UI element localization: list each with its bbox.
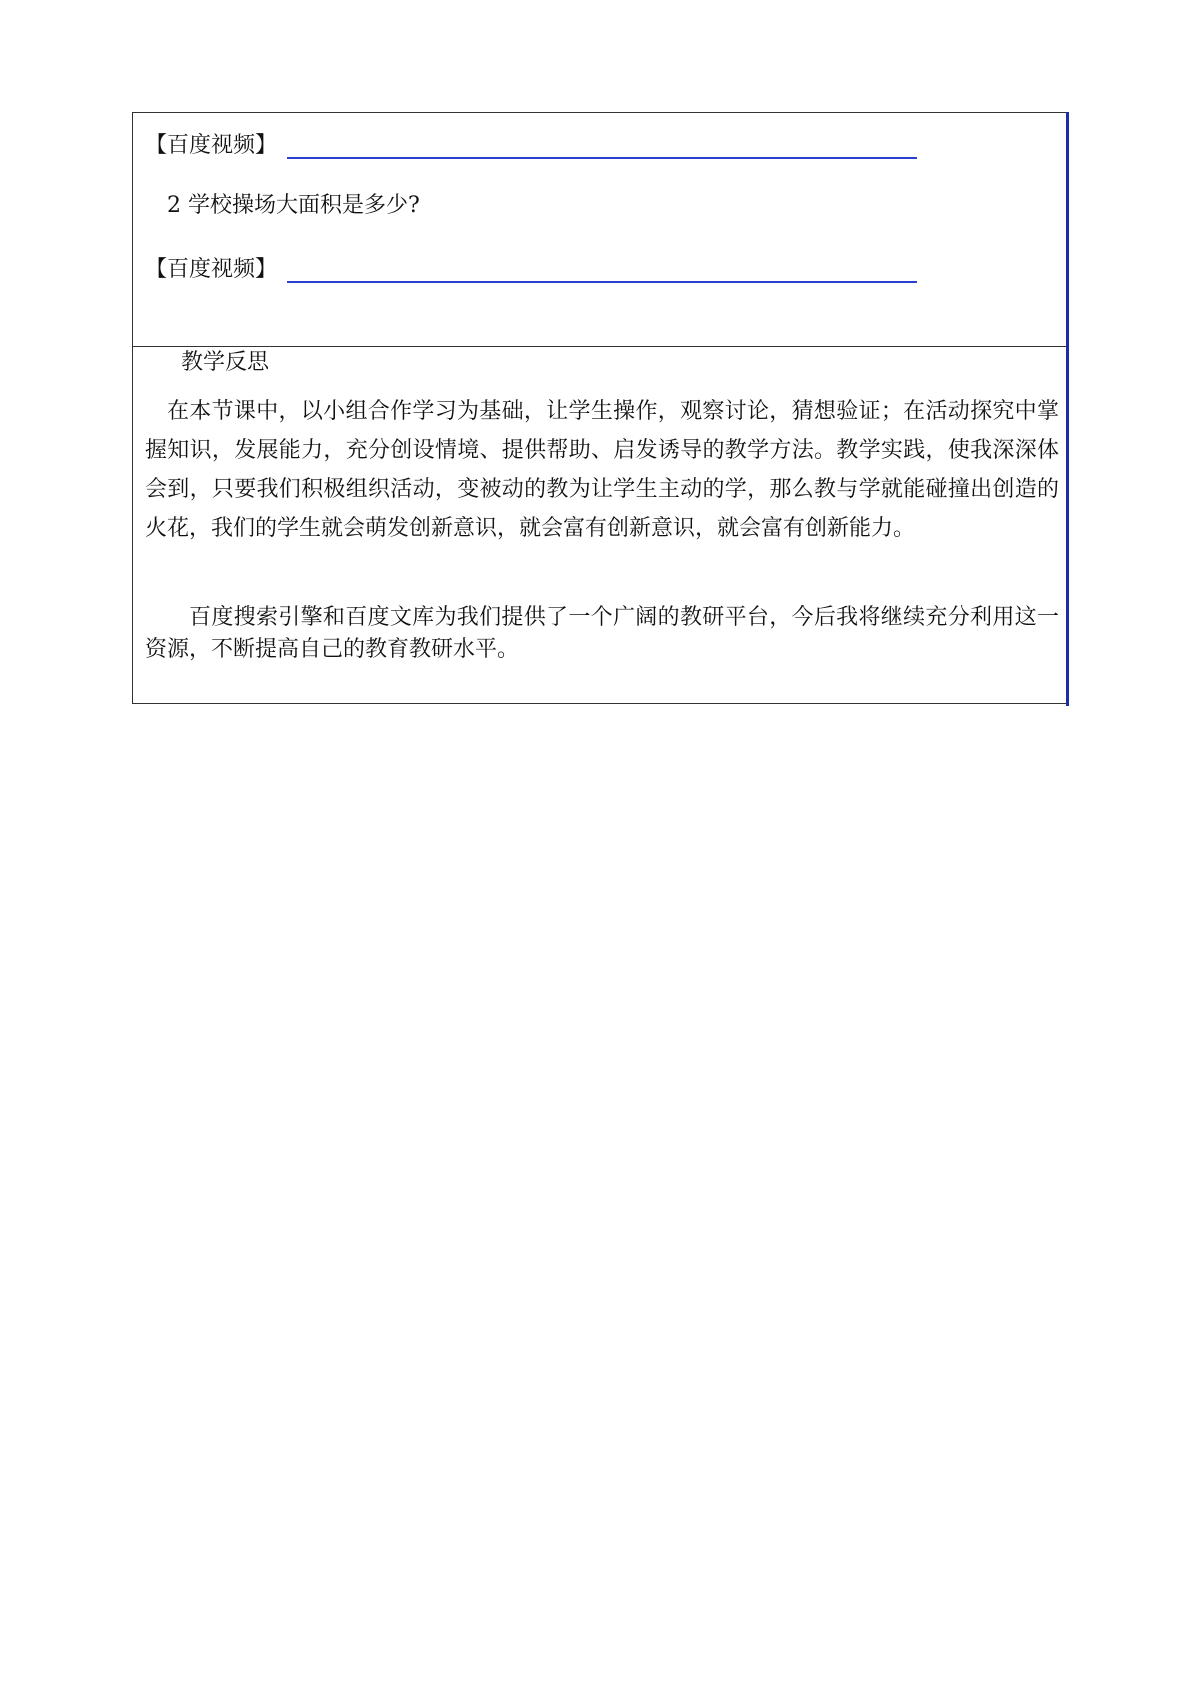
answer-blank-1[interactable] <box>287 157 917 159</box>
reflection-paragraph-1: 在本节课中，以小组合作学习为基础，让学生操作，观察讨论，猜想验证；在活动探究中掌握知识，发展能力，充分创设情境、提供帮助、启发诱导的教学方法。教学实践，使我深深体会到，只要我们积极组织活动，变被动的教为让学生主动的学，那么教与学就能碰撞出创造的火花，我们的学生就会萌发创新意识，就会富有创新意识，就会富有创新能力。 <box>145 399 1059 541</box>
reflection-heading: 教学反思 <box>181 350 270 375</box>
lesson-table <box>132 112 1067 704</box>
teaching-reflection-row <box>133 346 1066 704</box>
answer-blank-2[interactable] <box>287 281 917 283</box>
video-label-1: 【百度视频】 <box>145 133 278 158</box>
reflection-paragraph-2: 百度搜索引擎和百度文库为我们提供了一个广阔的教研平台，今后我将继续充分利用这一资源，不断提高自己的教育教研水平。 <box>145 605 1059 662</box>
video-resource-row <box>133 113 1066 347</box>
question-2: 2 学校操场大面积是多少? <box>167 193 420 218</box>
video-label-2: 【百度视频】 <box>145 257 278 282</box>
